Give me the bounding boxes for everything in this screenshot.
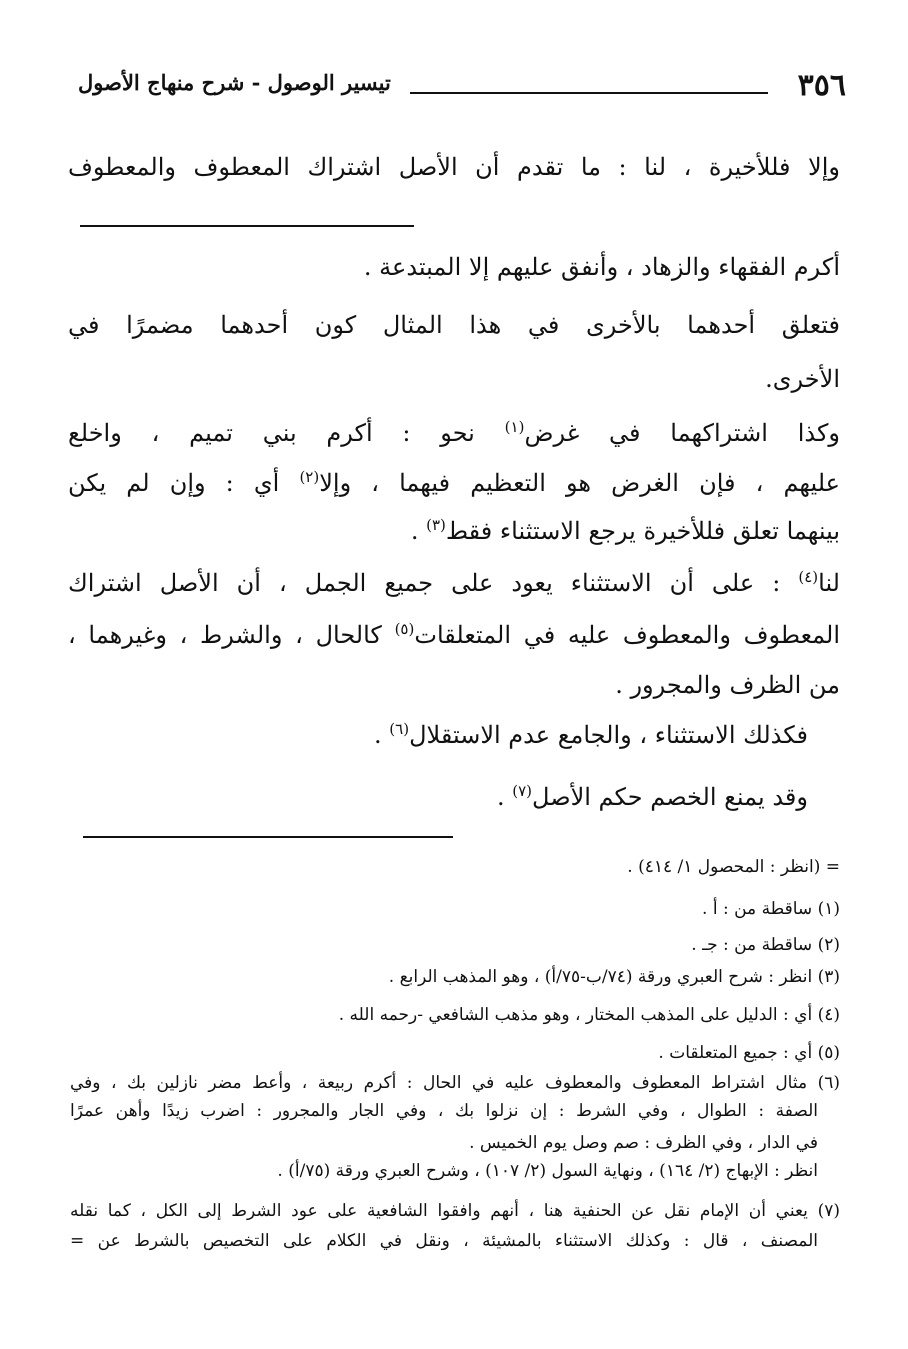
body-text: المعطوف والمعطوف عليه في المتعلقات xyxy=(414,621,841,649)
footnote-ref: (٧) xyxy=(512,782,533,800)
footnote-1: (١) ساقطة من : أ . xyxy=(702,899,840,919)
body-text: . xyxy=(496,783,513,811)
footnote-6-line-1: (٦) مثال اشتراط المعطوف والمعطوف عليه في الحال : أكرم ربيعة ، وأعط مضر نازلين بك ، وفي xyxy=(70,1073,840,1093)
body-line-9 xyxy=(68,620,840,651)
section-separator xyxy=(80,225,414,227)
body-text: . xyxy=(410,517,427,545)
body-line-4: الأخرى. xyxy=(765,365,840,393)
body-line-1: وإلا فللأخيرة ، لنا : ما تقدم أن الأصل اشتراك المعطوف والمعطوف xyxy=(68,153,840,181)
footnote-4: (٤) أي : الدليل على المذهب المختار ، وهو مذهب الشافعي -رحمه الله . xyxy=(338,1005,840,1025)
body-text: أي : وإن لم يكن xyxy=(68,469,300,497)
footnote-6-line-3: في الدار ، وفي الظرف : صم وصل يوم الخميس . xyxy=(469,1133,818,1153)
body-line-7 xyxy=(68,516,840,547)
page-number: ٣٥٦ xyxy=(797,68,846,103)
footnote-6-line-4: انظر : الإبهاج (٢/ ١٦٤) ، ونهاية السول (٢/ ١٠٧) ، وشرح العبري ورقة (٧٥/أ) . xyxy=(277,1161,818,1181)
body-text: وكذا اشتراكهما في غرض xyxy=(524,419,840,447)
running-title: تيسير الوصول - شرح منهاج الأصول xyxy=(78,70,391,95)
body-text: . xyxy=(374,721,390,749)
body-line-6 xyxy=(68,468,840,499)
footnote-7-line-1: (٧) يعني أن الإمام نقل عن الحنفية هنا ، أنهم وافقوا الشافعية على عود الشرط إلى الكل ، كما نقله xyxy=(70,1201,840,1221)
body-line-5 xyxy=(68,418,840,449)
footnote-7-line-2: المصنف ، قال : وكذلك الاستثناء بالمشيئة ، ونقل في الكلام على التخصيص بالشرط عن = xyxy=(70,1231,818,1251)
body-line-12 xyxy=(68,782,808,813)
footnote-ref: (٢) xyxy=(299,468,320,486)
footnote-6-line-2: الصفة : الطوال ، وفي الشرط : إن نزلوا بك ، وفي الجار والمجرور : اضرب زيدًا وأهن عمرًا xyxy=(70,1101,818,1121)
body-line-2: أكرم الفقهاء والزهاد ، وأنفق عليهم إلا المبتدعة . xyxy=(363,253,840,281)
body-text: فكذلك الاستثناء ، والجامع عدم الاستقلال xyxy=(409,721,808,749)
footnote-ref: (٤) xyxy=(798,568,819,586)
footnote-ref: (٣) xyxy=(426,516,446,534)
body-text: لنا xyxy=(818,569,840,597)
header-rule xyxy=(410,92,768,94)
body-text: نحو : أكرم بني تميم ، واخلع xyxy=(68,419,505,447)
body-line-11 xyxy=(68,720,808,751)
footnote-2: (٢) ساقطة من : جـ . xyxy=(691,935,840,955)
footnote-5: (٥) أي : جميع المتعلقات . xyxy=(658,1043,840,1063)
body-text: كالحال ، والشرط ، وغيرهما ، xyxy=(68,621,395,649)
footnote-separator xyxy=(83,836,453,838)
footnote-ref: (٦) xyxy=(389,720,410,738)
footnote-ref: (١) xyxy=(504,418,525,436)
body-text: : على أن الاستثناء يعود على جميع الجمل ، أن الأصل اشتراك xyxy=(68,569,799,597)
footnote-3: (٣) انظر : شرح العبري ورقة (٧٤/ب-٧٥/أ) ، وهو المذهب الرابع . xyxy=(388,967,840,987)
body-line-8 xyxy=(68,568,840,599)
body-text: عليهم ، فإن الغرض هو التعظيم فيهما ، وإلا xyxy=(319,469,840,497)
footnote-continuation: = (انظر : المحصول ١/ ٤١٤) . xyxy=(627,857,840,877)
footnote-ref: (٥) xyxy=(394,620,415,638)
body-text: وقد يمنع الخصم حكم الأصل xyxy=(532,783,808,811)
body-text: بينهما تعلق فللأخيرة يرجع الاستثناء فقط xyxy=(445,517,840,545)
body-line-3: فتعلق أحدهما بالأخرى في هذا المثال كون أحدهما مضمرًا في xyxy=(68,311,840,339)
body-line-10: من الظرف والمجرور . xyxy=(615,671,840,699)
